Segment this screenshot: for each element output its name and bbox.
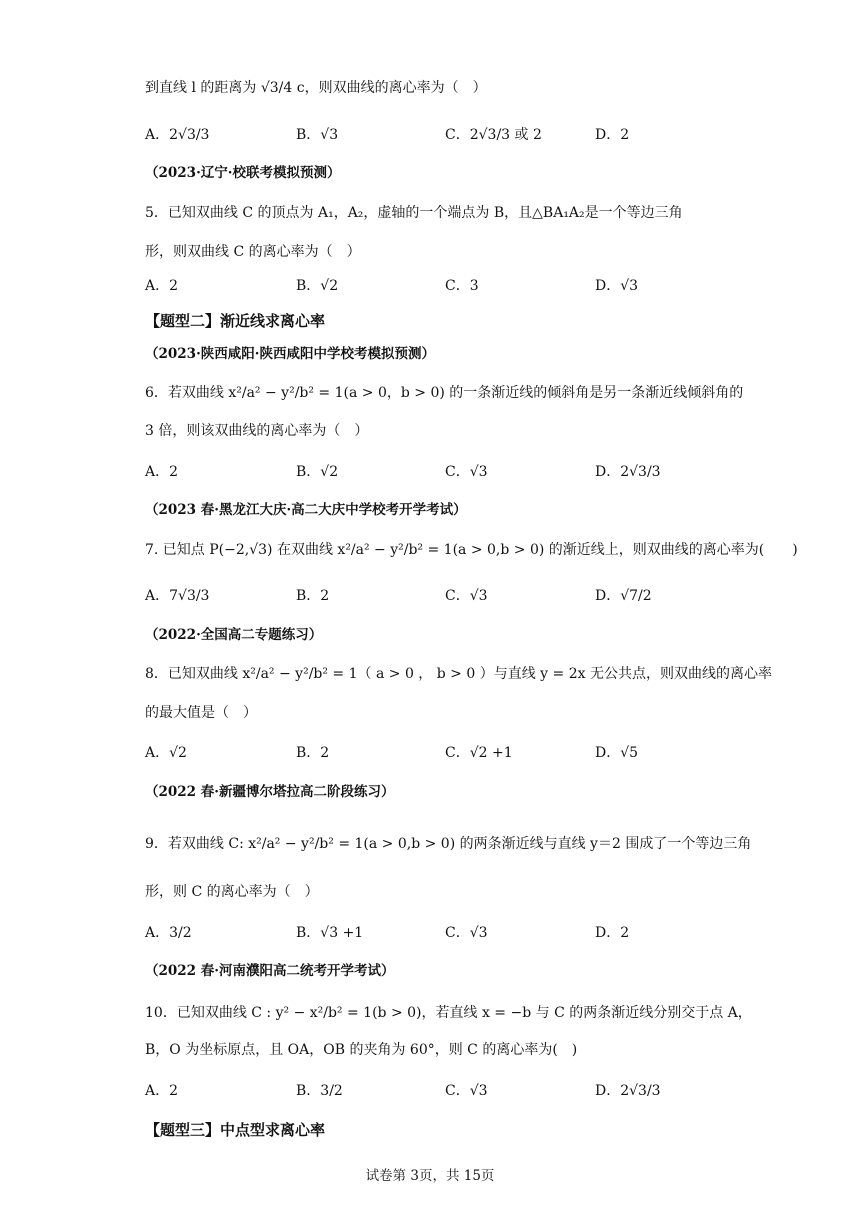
q9-option-d: D．2 [595,925,630,941]
q9-stem-2: 形，则 C 的离心率为（ ） [145,884,319,900]
page-footer: 试卷第 3页，共 15页 [365,1168,495,1184]
q10-option-b: B．3/2 [296,1083,343,1099]
q10-option-a: A．2 [145,1083,179,1099]
q5-stem-2: 形，则双曲线 C 的离心率为（ ） [145,244,361,260]
q7-option-a: A．7√3/3 [145,588,210,604]
section-heading-3: 【题型三】中点型求离心率 [145,1121,326,1139]
q9-stem-1: 9．若双曲线 C: x²/a² − y²/b² = 1(a > 0,b > 0) 的两条渐近线与直线 y＝2 围成了一个等边三角 [145,836,752,852]
q9-source: （2022 春·新疆博尔塔拉高二阶段练习） [145,784,395,800]
q5-source: （2023·辽宁·校联考模拟预测） [145,165,341,181]
q9-option-a: A．3/2 [145,925,192,941]
q5-option-d: D．√3 [595,278,639,294]
q6-source: （2023·陕西咸阳·陕西咸阳中学校考模拟预测） [145,346,435,362]
q8-stem-1: 8．已知双曲线 x²/a² − y²/b² = 1（ a > 0 ， b > 0 ）与直线 y = 2x 无公共点，则双曲线的离心率 [145,666,772,682]
q4-stem-tail: 到直线 l 的距离为 √3/4 c，则双曲线的离心率为（ ） [145,80,487,96]
q8-option-b: B．2 [296,745,330,761]
q6-option-d: D．2√3/3 [595,464,661,480]
q8-stem-2: 的最大值是（ ） [145,705,257,721]
q4-option-d: D．2 [595,127,630,143]
q10-option-c: C．√3 [445,1083,488,1099]
q8-option-c: C．√2 +1 [445,745,513,761]
q7-option-c: C．√3 [445,588,488,604]
q9-option-b: B．√3 +1 [296,925,364,941]
q8-option-a: A．√2 [145,745,187,761]
section-heading-2: 【题型二】渐近线求离心率 [145,312,326,330]
q6-stem-1: 6．若双曲线 x²/a² − y²/b² = 1(a > 0，b > 0) 的一条渐近线的倾斜角是另一条渐近线倾斜角的 [145,385,744,401]
q5-stem-1: 5．已知双曲线 C 的顶点为 A₁，A₂，虚轴的一个端点为 B，且△BA₁A₂是一个等边三角 [145,205,683,221]
q7-option-b: B．2 [296,588,330,604]
q5-option-a: A．2 [145,278,179,294]
q6-option-c: C．√3 [445,464,488,480]
q4-option-a: A．2√3/3 [145,127,210,143]
q6-stem-2: 3 倍，则该双曲线的离心率为（ ） [145,423,369,439]
q7-source: （2023 春·黑龙江大庆·高二大庆中学校考开学考试） [145,502,467,518]
q6-option-b: B．√2 [296,464,339,480]
q8-option-d: D．√5 [595,745,639,761]
q5-option-c: C．3 [445,278,479,294]
q10-stem-1: 10．已知双曲线 C : y² − x²/b² = 1(b > 0)，若直线 x = −b 与 C 的两条渐近线分别交于点 A， [145,1005,752,1021]
q8-source: （2022·全国高二专题练习） [145,627,323,643]
q9-option-c: C．√3 [445,925,488,941]
q7-option-d: D．√7/2 [595,588,652,604]
q10-option-d: D．2√3/3 [595,1083,661,1099]
q4-option-b: B．√3 [296,127,339,143]
q6-option-a: A．2 [145,464,179,480]
q4-option-c: C．2√3/3 或 2 [445,127,542,143]
q10-source: （2022 春·河南濮阳高二统考开学考试） [145,963,395,979]
q10-stem-2: B，O 为坐标原点，且 OA，OB 的夹角为 60°，则 C 的离心率为( ) [145,1042,578,1058]
q7-stem: 7. 已知点 P(−2,√3) 在双曲线 x²/a² − y²/b² = 1(a > 0,b > 0) 的渐近线上，则双曲线的离心率为( ) [145,542,798,558]
q5-option-b: B．√2 [296,278,339,294]
